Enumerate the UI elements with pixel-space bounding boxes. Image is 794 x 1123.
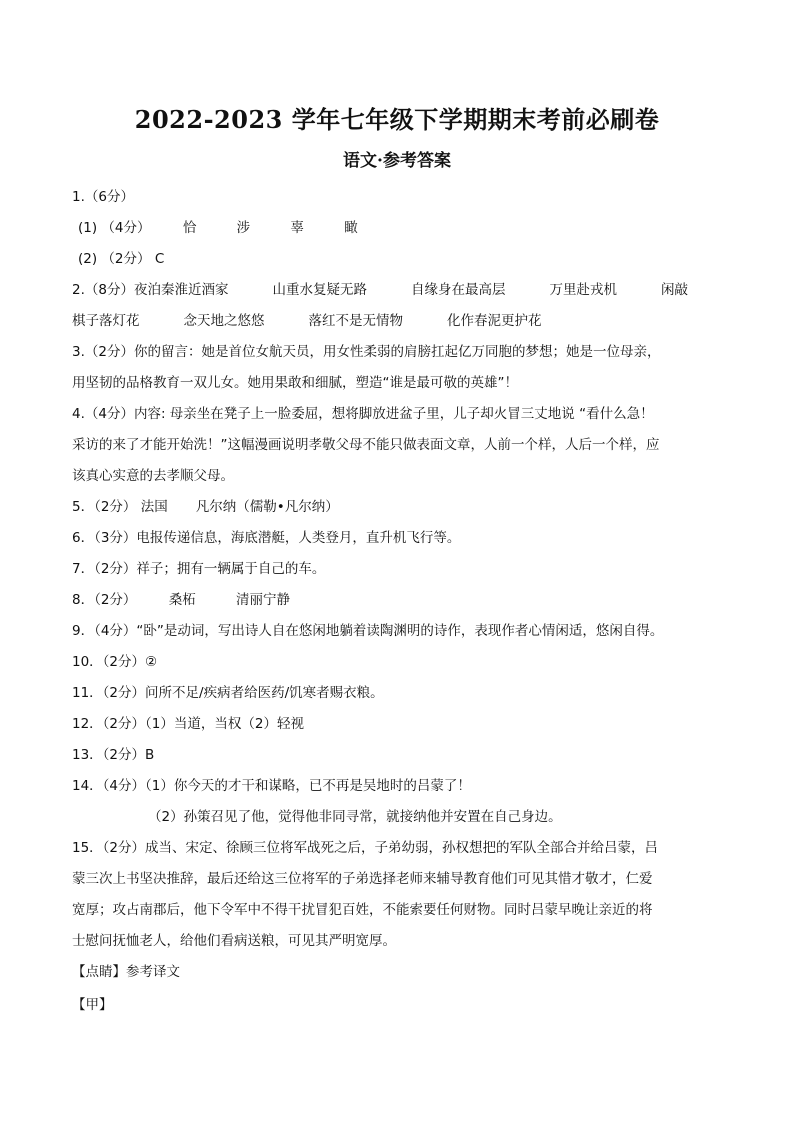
poem-line: 落红不是无情物: [308, 313, 403, 329]
question-5: [72, 495, 694, 515]
question-8: [72, 588, 694, 608]
poem-line: 念天地之悠悠: [183, 313, 265, 329]
question-2-line-1: [72, 278, 694, 298]
question-9: 9．（4分）“卧”是动词，写出诗人自在悠闲地躺着读陶渊明的诗作，表现作者心情闲适，悠闲自得。: [72, 623, 664, 639]
answer-word: 瞰: [344, 220, 358, 236]
answer-word: 涉: [236, 220, 251, 236]
poem-line: 棋子落灯花: [72, 313, 140, 329]
question-13: 13．（2分）B: [72, 747, 155, 763]
question-1-part-2: [78, 247, 694, 267]
question-10: 10．（2分）②: [72, 654, 158, 670]
question-4-line-2: 采访的来了才能开始洗！”这幅漫画说明孝敬父母不能只做表面文章，人前一个样，人后一个样，应: [72, 437, 660, 453]
question-1-head: 1.（6分）: [72, 189, 134, 205]
poem-line: 夜泊秦淮近酒家: [133, 282, 229, 298]
part-2-label: (2) （2分）: [78, 251, 151, 267]
question-6: 6．（3分）电报传递信息，海底潜艇，人类登月，直升机飞行等。: [72, 530, 461, 546]
question-7: 7．（2分）祥子；拥有一辆属于自己的车。: [72, 561, 326, 577]
question-15-line-3: 宽厚；攻占南郡后，他下令军中不得干扰冒犯百姓，不能索要任何财物。同时吕蒙早晚让亲近的将: [72, 902, 653, 918]
question-12: 12．（2分）（1）当道，当权（2）轻视: [72, 716, 304, 732]
question-4-line-3: 该真心实意的去孝顺父母。: [72, 468, 234, 484]
dianjing-label: 【点睛】参考译文: [72, 964, 180, 980]
question-11: 11．（2分）问所不足/疾病者给医药/饥寒者赐衣粮。: [72, 685, 384, 701]
jia-label: 【甲】: [72, 997, 113, 1013]
question-15-line-4: 士慰问抚恤老人，给他们看病送粮，可见其严明宽厚。: [72, 933, 396, 949]
question-8-head: 8．（2分）: [72, 592, 137, 608]
page-subtitle: 语文·参考答案: [343, 151, 451, 171]
part-1-label: (1) （4分）: [78, 220, 151, 236]
question-3-line-2: 用坚韧的品格教育一双儿女。她用果敢和细腻，塑造“谁是最可敬的英雄”！: [72, 375, 518, 391]
question-1-part-1: [78, 216, 694, 236]
answer-word: 辜: [290, 220, 304, 236]
poem-line: 山重水复疑无路: [272, 282, 367, 298]
question-3-line-1: 3.（2分）你的留言：她是首位女航天员，用女性柔弱的肩膀扛起亿万同胞的梦想；她是一位母亲，: [72, 344, 661, 360]
part-2-answer: C: [154, 251, 165, 267]
answer-word: 恰: [182, 220, 197, 236]
question-15-line-2: 蒙三次上书坚决推辞，最后还给这三位将军的子弟选择老师来辅导教育他们可见其惜才敬才，仁爱: [72, 871, 653, 887]
question-2-line-2: [72, 309, 694, 329]
poem-line: 闲敲: [660, 282, 688, 298]
question-4-line-1: 4.（4分）内容: 母亲坐在凳子上一脸委屈，想将脚放进盆子里，儿子却火冒三丈地说 “看什么急！: [72, 406, 654, 422]
question-8-answer-a: 桑柘: [168, 592, 196, 608]
question-5-answer-b: 凡尔纳（儒勒•凡尔纳）: [195, 499, 339, 515]
question-15-line-1: 15．（2分）成当、宋定、徐顾三位将军战死之后，子弟幼弱，孙权想把的军队全部合并给吕蒙，吕: [72, 840, 659, 856]
question-8-answer-b: 清丽宁静: [236, 592, 291, 608]
question-14-line-2: （2）孙策召见了他，觉得他非同寻常，就接纳他并安置在自己身边。: [148, 809, 562, 825]
question-5-head: 5．（2分）: [72, 499, 137, 515]
poem-line: 万里赴戎机: [549, 282, 617, 298]
page-title: 2022-2023 学年七年级下学期期末考前必刷卷: [134, 105, 660, 134]
poem-line: 化作春泥更护花: [447, 313, 542, 329]
question-14-line-1: 14．（4分）（1）你今天的才干和谋略，已不再是吴地时的吕蒙了！: [72, 778, 471, 794]
question-5-answer-a: 法国: [140, 499, 168, 515]
question-2-head: 2.（8分）: [72, 282, 134, 298]
poem-line: 自缘身在最高层: [410, 282, 506, 298]
